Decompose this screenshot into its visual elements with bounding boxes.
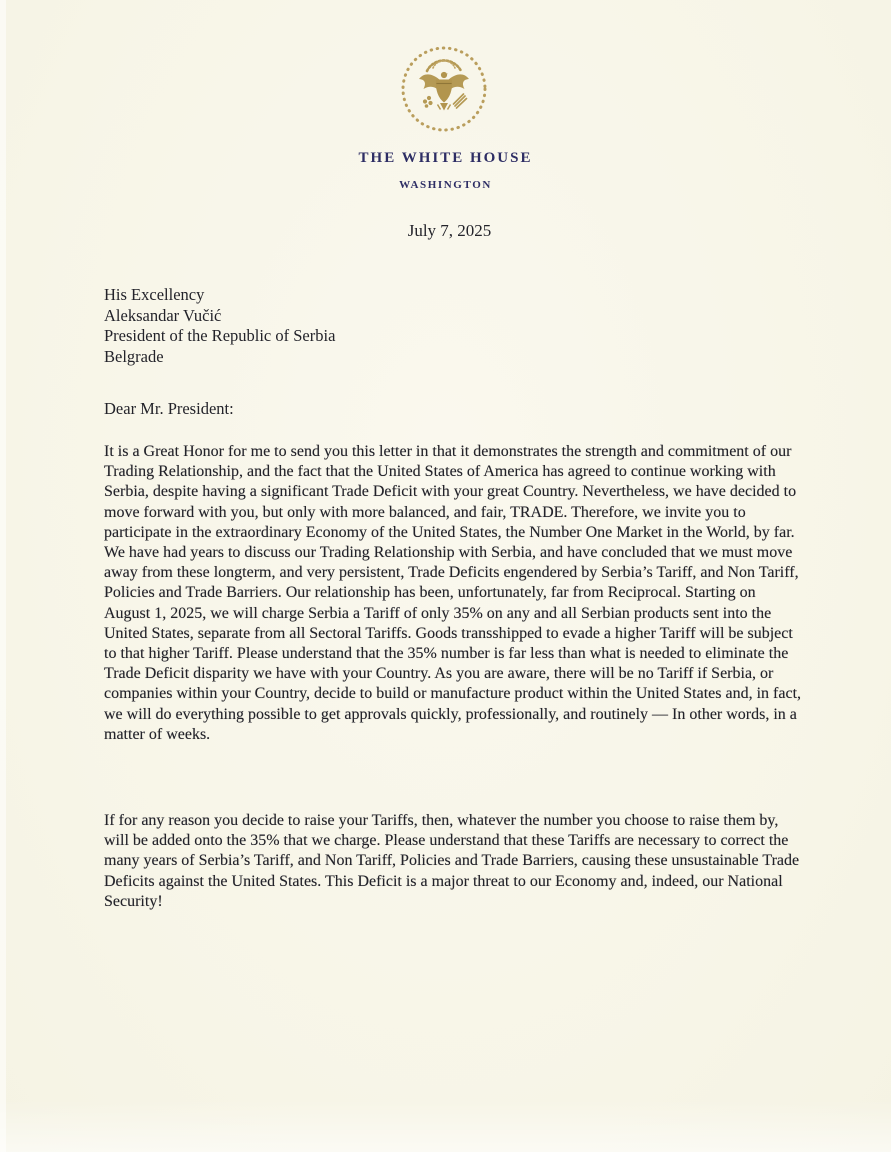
body-paragraph-2: If for any reason you decide to raise your Tariffs, then, whatever the number you choose to raise them by, will be added onto the 35% that we charge. Please understand that these Tariffs are necessary to correct the many years of Serbia’s Tariff, and Non Tariff, Policies and Trade Barriers, causing these unsustainable Trade Deficits against the United States. This Deficit is a major threat to our Economy and, indeed, our National Security! [104,812,800,910]
recipient-line-name: Aleksandar Vučić [104,305,222,325]
body-paragraph-1: It is a Great Honor for me to send you this letter in that it demonstrates the strength and commitment of our Trading Relationship, and the fact that the United States of America has agreed to continue working with Serbia, despite having a significant Trade Deficit with your great Country. Nevertheless, we have decided to move forward with you, but only with more balanced, and fair, TRADE. Therefore, we invite you to participate in the extraordinary Economy of the United States, the Number One Market in the World, by far. We have had years to discuss our Trading Relationship with Serbia, and have concluded that we must move away from these longterm, and very persistent, Trade Deficits engendered by Serbia’s Tariff, and Non Tariff, Policies and Trade Barriers. Our relationship has been, unfortunately, far from Reciprocal. Starting on August 1, 2025, we will charge Serbia a Tariff of only 35% on any and all Serbian products sent into the United States, separate from all Sectoral Tariffs. Goods transshipped to evade a higher Tariff will be subject to that higher Tariff. Please understand that the 35% number is far less than what is needed to eliminate the Trade Deficit disparity we have with your Country. As you are aware, there will be no Tariff if Serbia, or companies within your Country, decide to build or manufacture product within the United States and, in fact, we will do everything possible to get approvals quickly, professionally, and routinely — In other words, in a matter of weeks. [104,443,802,743]
recipient-line-city: Belgrade [104,346,164,366]
letterhead-org: THE WHITE HOUSE [358,150,533,166]
recipient-block [104,285,335,367]
letter-date: July 7, 2025 [407,221,492,240]
salutation: Dear Mr. President: [104,399,234,418]
presidential-seal-icon [399,44,489,134]
recipient-line-honorific: His Excellency [104,285,205,304]
letterhead-city: WASHINGTON [399,179,492,191]
recipient-line-title: President of the Republic of Serbia [104,326,336,345]
